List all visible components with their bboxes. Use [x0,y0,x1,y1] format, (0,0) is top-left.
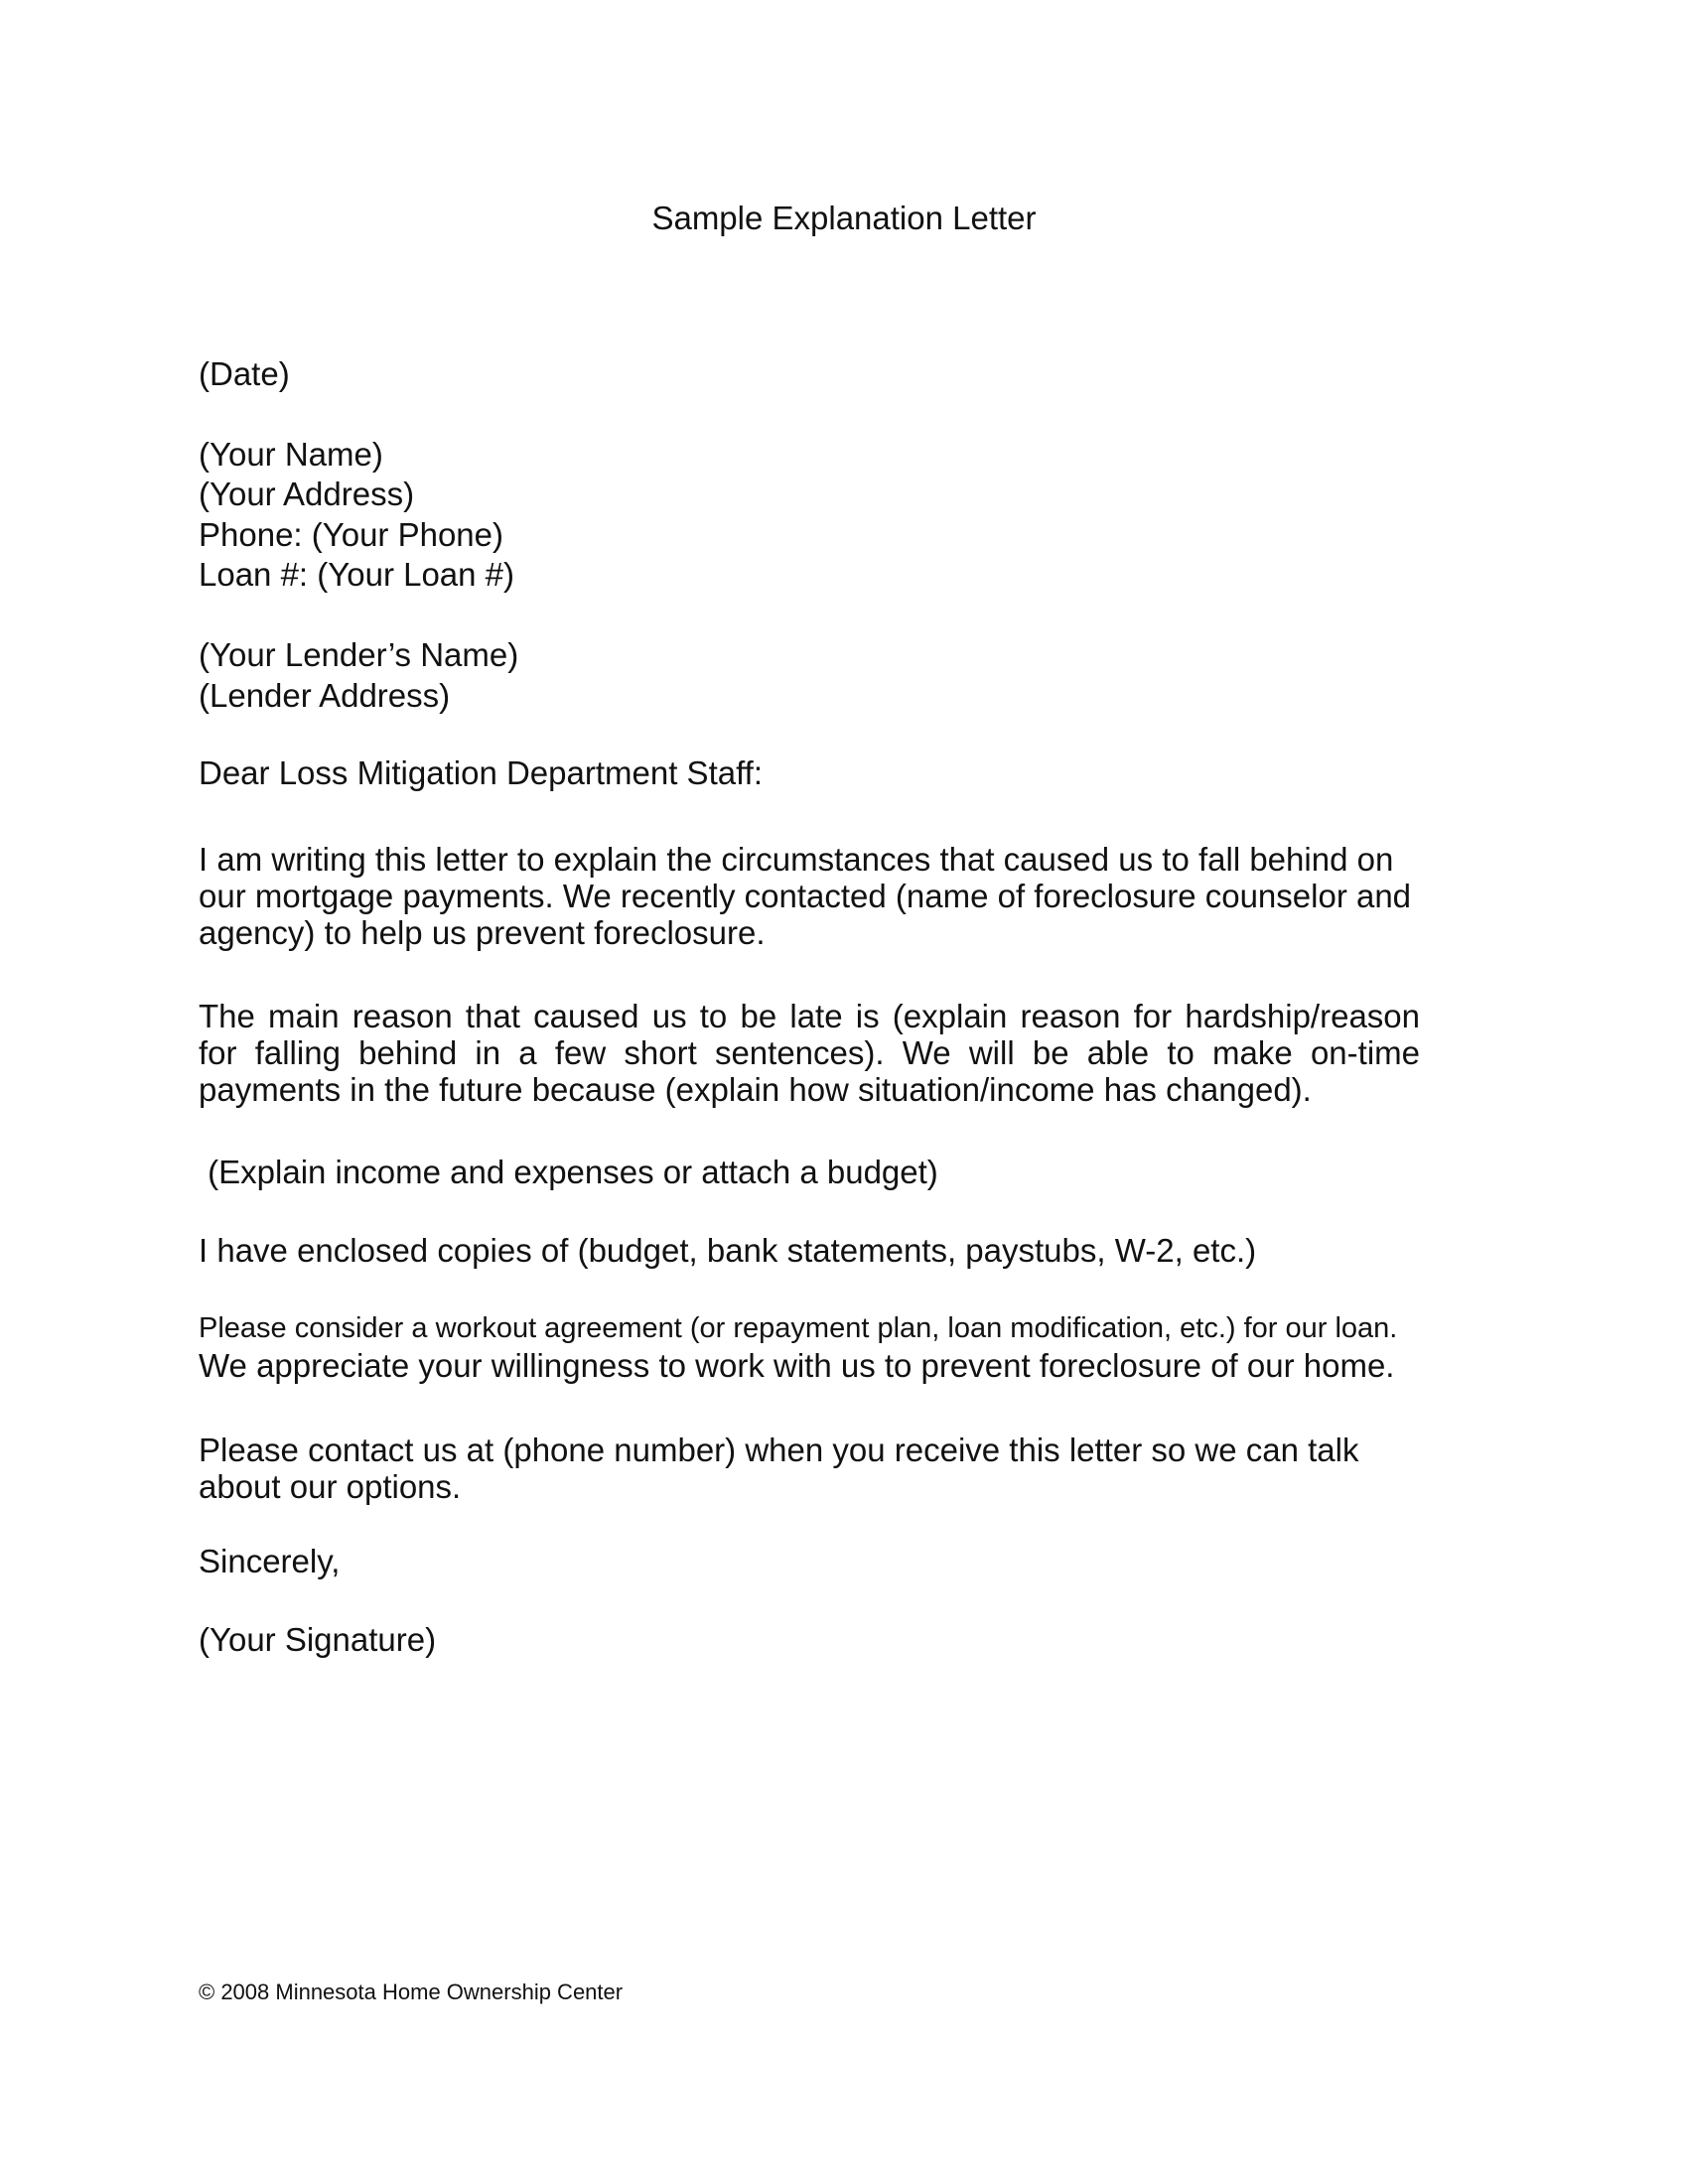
paragraph-circumstances [199,841,1420,951]
paragraph-line: The main reason that caused us to be late is (explain reason for hardship/reason [199,998,1420,1034]
paragraph-line: about our options. [199,1468,462,1505]
sender-name: (Your Name) [199,436,383,473]
salutation: Dear Loss Mitigation Department Staff: [199,754,763,791]
lender-name: (Your Lender’s Name) [199,636,519,673]
paragraph-line: agency) to help us prevent foreclosure. [199,914,766,951]
signature-placeholder: (Your Signature) [199,1621,437,1658]
sender-loan-number: Loan #: (Your Loan #) [199,556,515,593]
paragraph-line: I am writing this letter to explain the circumstances that caused us to fall behind on [199,841,1394,878]
paragraph-contact [199,1432,1420,1505]
paragraph-workout-request: Please consider a workout agreement (or repayment plan, loan modification, etc.) for our loan. [199,1312,1398,1344]
paragraph-line: our mortgage payments. We recently contacted (name of foreclosure counselor and [199,878,1412,914]
paragraph-line: payments in the future because (explain how situation/income has changed). [199,1071,1312,1108]
letter-title: Sample Explanation Letter [651,200,1037,236]
paragraph-appreciation: We appreciate your willingness to work with us to prevent foreclosure of our home. [199,1347,1395,1384]
paragraph-line: Please contact us at (phone number) when you receive this letter so we can talk [199,1432,1359,1468]
copyright-footer: © 2008 Minnesota Home Ownership Center [199,1979,624,2004]
paragraph-hardship-reason [199,998,1420,1108]
paragraph-line: for falling behind in a few short sentences). We will be able to make on-time [199,1034,1420,1071]
date-line: (Date) [199,355,290,392]
paragraph-budget-note: (Explain income and expenses or attach a budget) [199,1154,938,1190]
paragraph-enclosures: I have enclosed copies of (budget, bank statements, paystubs, W-2, etc.) [199,1232,1257,1269]
closing: Sincerely, [199,1543,341,1579]
sender-phone: Phone: (Your Phone) [199,516,504,553]
lender-address: (Lender Address) [199,677,451,714]
sender-address: (Your Address) [199,476,415,512]
